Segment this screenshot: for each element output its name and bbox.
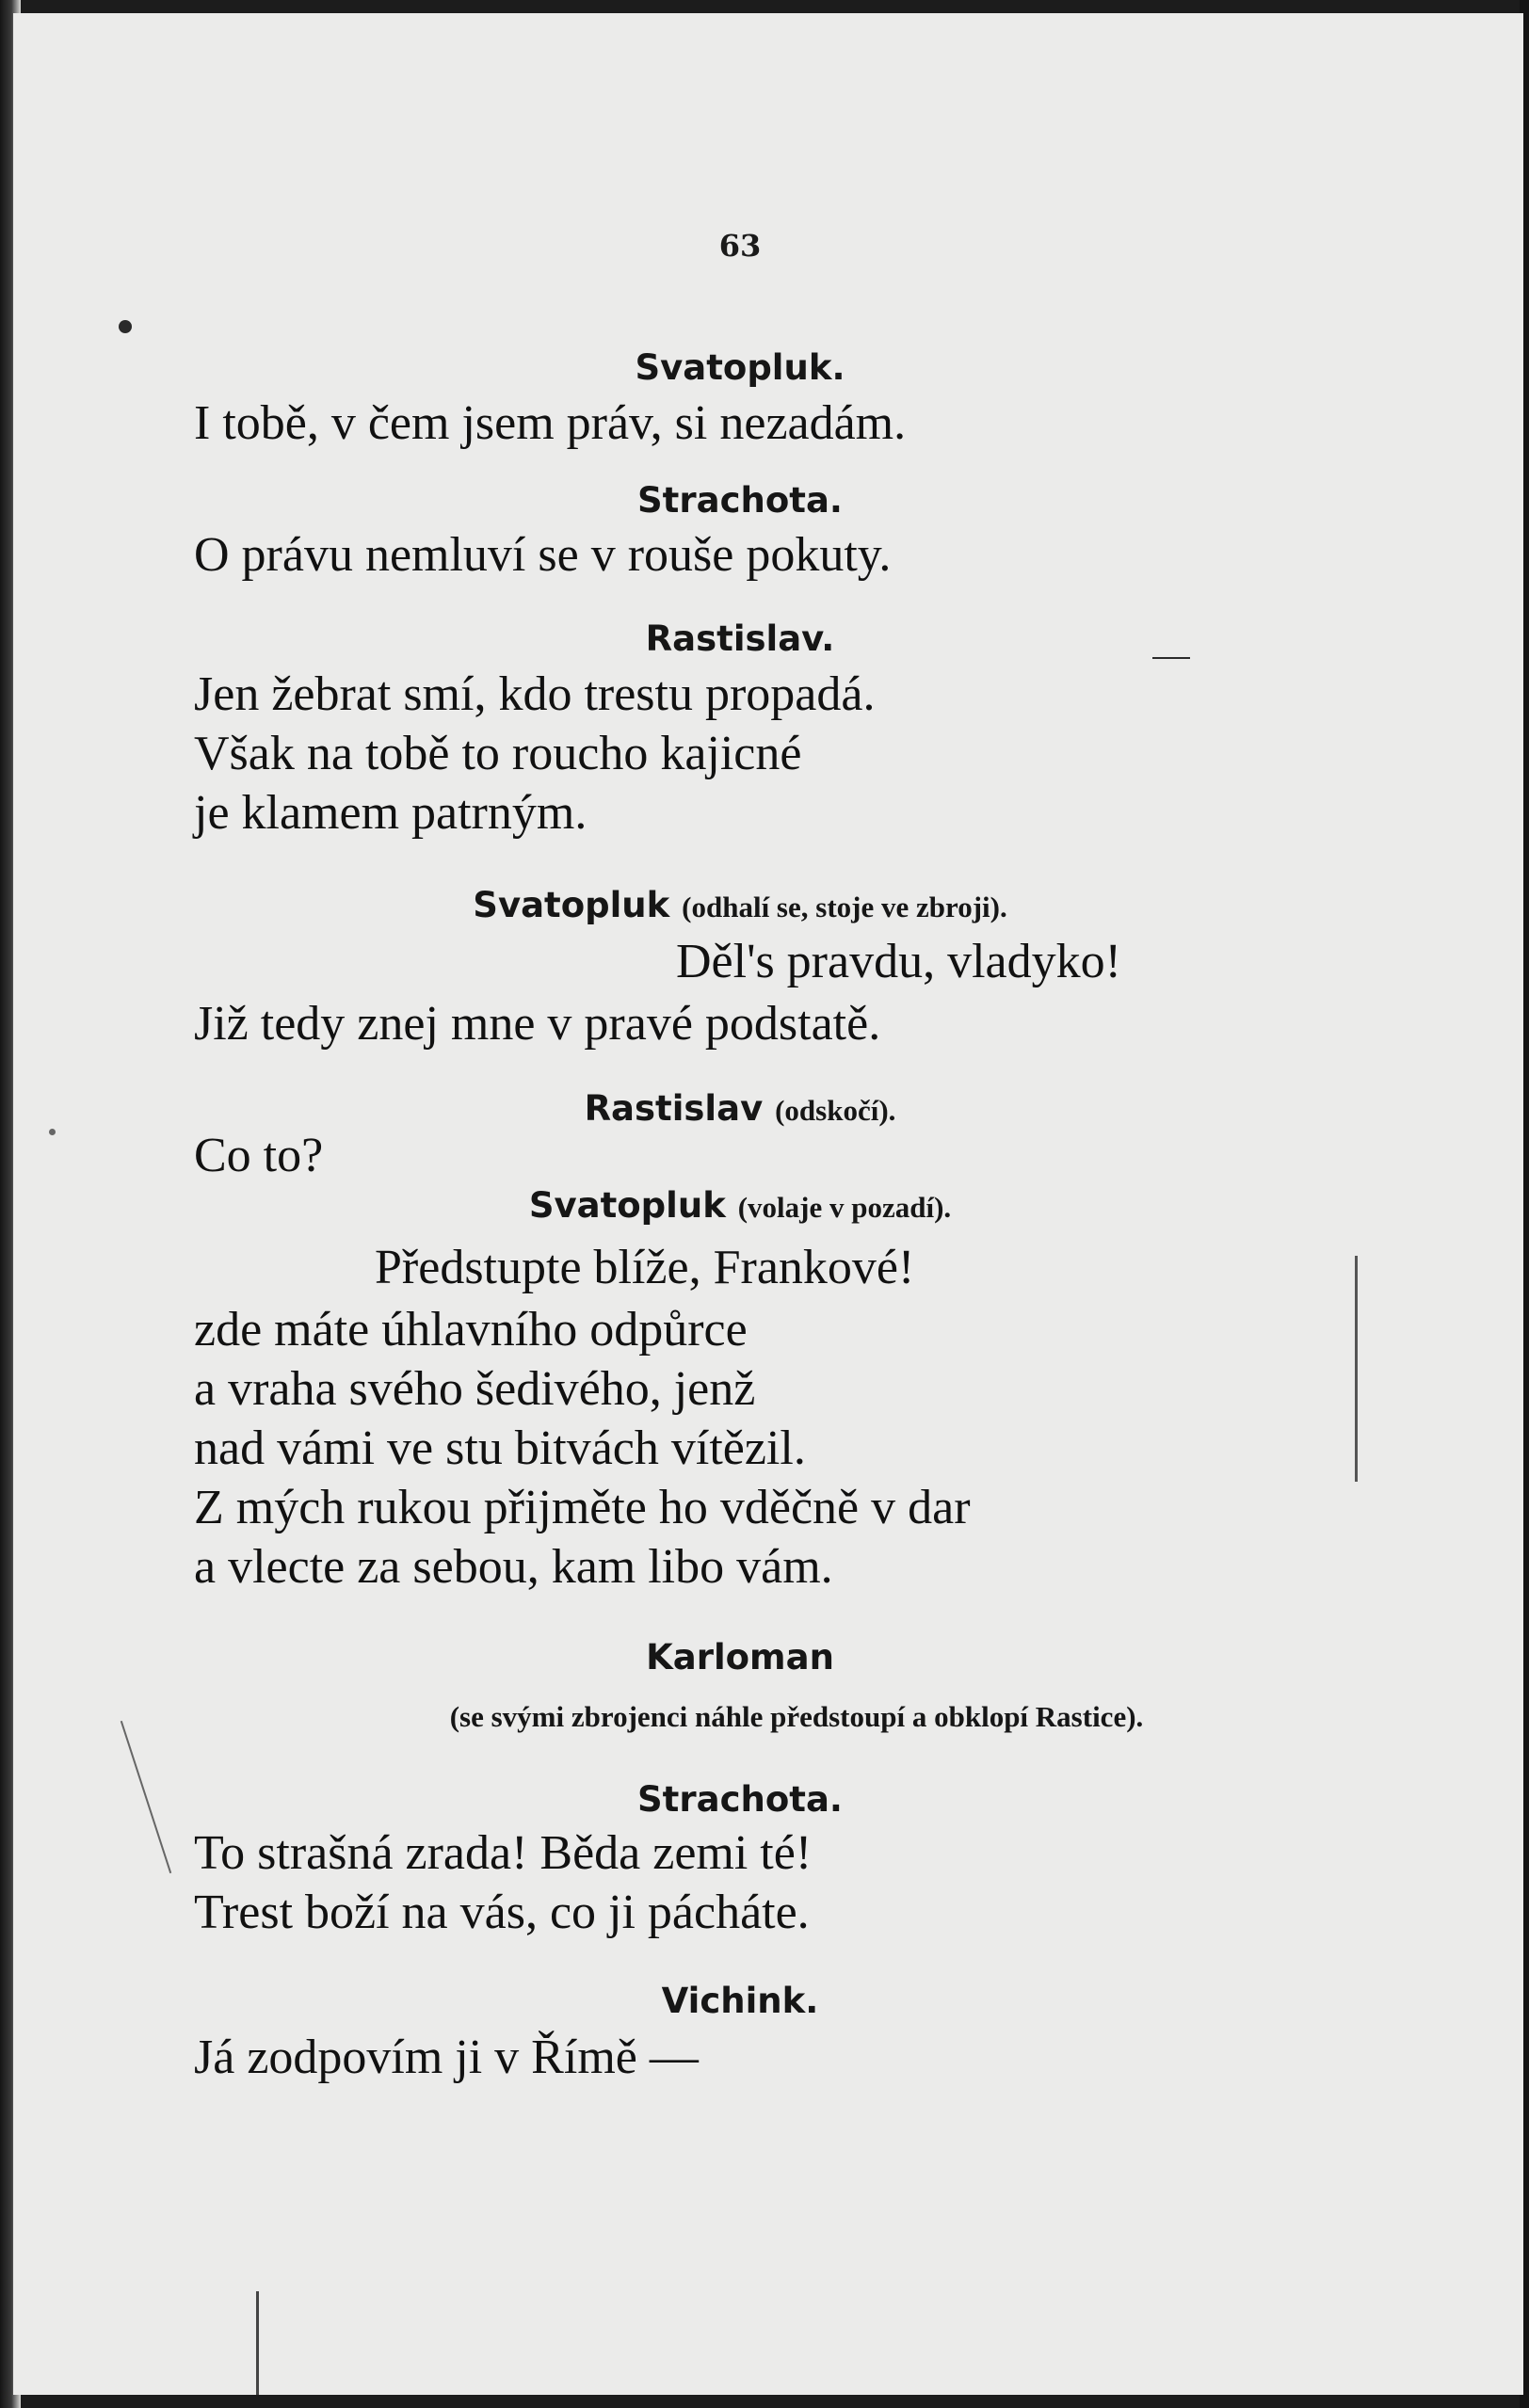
speaker-heading — [13, 480, 1467, 521]
ink-mark — [256, 2291, 259, 2395]
speaker-heading — [13, 1088, 1467, 1129]
stage-direction: (odhalí se, stoje ve zbroji). — [682, 891, 1007, 923]
verse-line: I tobě, v čem jsem práv, si nezadám. — [194, 396, 907, 450]
stage-direction-line — [70, 1694, 1523, 1735]
stage-direction: (volaje v pozadí). — [737, 1191, 952, 1224]
verse-line: je klamem patrným. — [194, 786, 587, 840]
speaker-name: Svatopluk. — [635, 347, 845, 388]
book-page — [13, 13, 1523, 2395]
speaker-name: Rastislav — [584, 1088, 764, 1129]
speaker-name: Strachota. — [637, 1779, 843, 1820]
verse-line: Již tedy znej mne v pravé podstatě. — [194, 997, 881, 1051]
verse-line: a vraha svého šedivého, jenž — [194, 1362, 756, 1416]
stage-direction: (se svými zbrojenci náhle předstoupí a obklopí Rastice). — [449, 1700, 1144, 1733]
speaker-name: Strachota. — [637, 480, 843, 521]
speaker-name: Svatopluk — [528, 1185, 726, 1226]
verse-line: a vlecte za sebou, kam libo vám. — [194, 1540, 833, 1594]
speaker-heading — [13, 347, 1467, 388]
ink-mark — [1152, 657, 1190, 659]
speaker-name: Vichink. — [661, 1981, 819, 2021]
verse-line: Trest boží na vás, co ji pácháte. — [194, 1886, 810, 1939]
speaker-heading — [13, 1637, 1467, 1678]
ink-speck — [119, 320, 132, 333]
verse-line: Děl's pravdu, vladyko! — [676, 935, 1121, 988]
speaker-name: Karloman — [646, 1637, 834, 1678]
speaker-name: Svatopluk — [473, 885, 670, 925]
verse-line: Však na tobě to roucho kajicné — [194, 727, 802, 780]
speaker-heading — [13, 1981, 1467, 2021]
speaker-heading — [13, 1779, 1467, 1820]
speaker-heading — [13, 618, 1467, 659]
verse-line: Co to? — [194, 1129, 324, 1182]
verse-line: To strašná zrada! Běda zemi té! — [194, 1826, 813, 1880]
speaker-heading — [13, 885, 1467, 925]
verse-line: Jen žebrat smí, kdo trestu propadá. — [194, 667, 876, 721]
verse-line: zde máte úhlavního odpůrce — [194, 1303, 748, 1357]
verse-line: O právu nemluví se v rouše pokuty. — [194, 528, 892, 582]
ink-mark — [1355, 1256, 1358, 1482]
verse-line: Předstupte blíže, Frankové! — [375, 1241, 915, 1294]
verse-line: Já zodpovím ji v Římě — — [194, 2031, 699, 2084]
verse-line: Z mých rukou přijměte ho vděčně v dar — [194, 1481, 971, 1534]
stage-direction: (odskočí). — [775, 1094, 896, 1127]
verse-line: nad vámi ve stu bitvách vítězil. — [194, 1421, 806, 1475]
speaker-heading — [13, 1185, 1467, 1226]
ink-speck — [49, 1129, 56, 1135]
page-number: 63 — [718, 228, 762, 264]
speaker-name: Rastislav. — [645, 618, 835, 659]
